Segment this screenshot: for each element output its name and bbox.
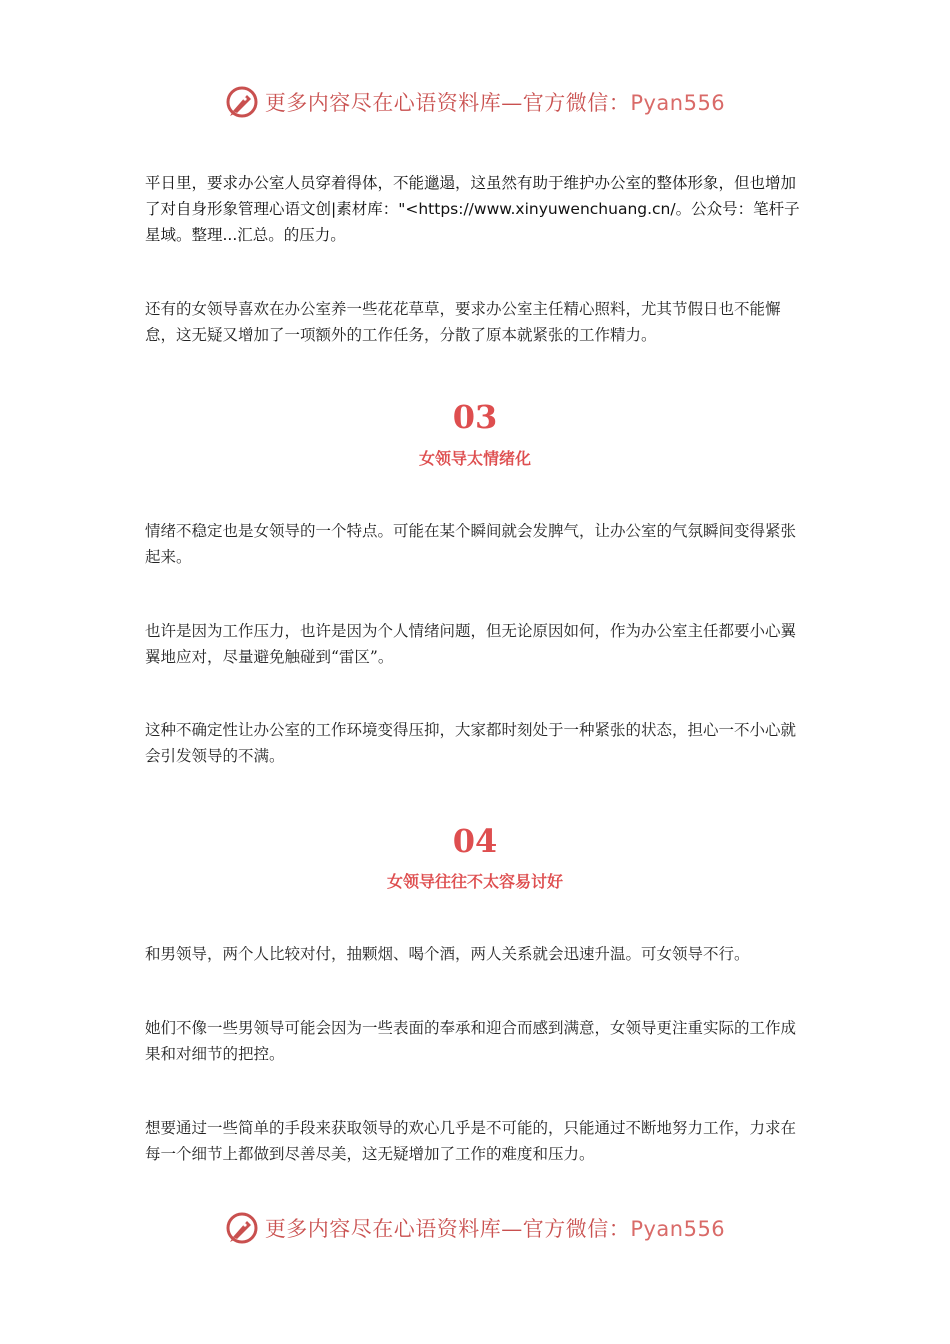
paragraph-emotion-1: 情绪不稳定也是女领导的一个特点。可能在某个瞬间就会发脾气，让办公室的气氛瞬间变得紧张起来。: [145, 522, 797, 566]
banner-inner: [225, 1211, 725, 1245]
pen-nib-logo-icon: [225, 85, 259, 119]
section-title-hard-to-please: 女领导往往不太容易讨好: [386, 872, 563, 891]
banner-slogan: 更多内容尽在心语资料库—官方微信：: [264, 1217, 631, 1241]
section-title-emotional: 女领导太情绪化: [418, 449, 531, 468]
section-number-04: 04: [452, 822, 498, 860]
banner-slogan: 更多内容尽在心语资料库—官方微信：: [264, 91, 631, 115]
section-number-03: 03: [452, 398, 498, 436]
paragraph-please-2: 她们不像一些男领导可能会因为一些表面的奉承和迎合而感到满意，女领导更注重实际的工作成果和对细节的把控。: [145, 1019, 797, 1063]
banner-inner: [225, 85, 725, 119]
paragraph-plants: 还有的女领导喜欢在办公室养一些花花草草，要求办公室主任精心照料，尤其节假日也不能懈怠，这无疑又增加了一项额外的工作任务，分散了原本就紧张的工作精力。: [145, 300, 781, 344]
header-banner: [0, 82, 950, 122]
pen-nib-logo-icon: [225, 1211, 259, 1245]
banner-wechat-id: Pyan556: [630, 1217, 726, 1241]
paragraph-emotion-3: 这种不确定性让办公室的工作环境变得压抑，大家都时刻处于一种紧张的状态，担心一不小心就会引发领导的不满。: [145, 721, 797, 765]
footer-banner: [0, 1208, 950, 1248]
paragraph-dress-code: 平日里，要求办公室人员穿着得体，不能邋遢，这虽然有助于维护办公室的整体形象，但也增加了对自身形象管理心语文创|素材库："<https://www.xinyuwenchuang.cn/。公众号：笔杆子星域。整理...汇总。的压力。: [145, 174, 800, 244]
paragraph-please-3: 想要通过一些简单的手段来获取领导的欢心几乎是不可能的，只能通过不断地努力工作，力求在每一个细节上都做到尽善尽美，这无疑增加了工作的难度和压力。: [145, 1119, 797, 1163]
paragraph-please-1: 和男领导，两个人比较对付，抽颗烟、喝个酒，两人关系就会迅速升温。可女领导不行。: [145, 945, 750, 963]
banner-text: [265, 1213, 725, 1243]
banner-text: [265, 87, 725, 117]
paragraph-emotion-2: 也许是因为工作压力，也许是因为个人情绪问题，但无论原因如何，作为办公室主任都要小心翼翼地应对，尽量避免触碰到“雷区”。: [145, 622, 797, 666]
banner-wechat-id: Pyan556: [630, 91, 726, 115]
